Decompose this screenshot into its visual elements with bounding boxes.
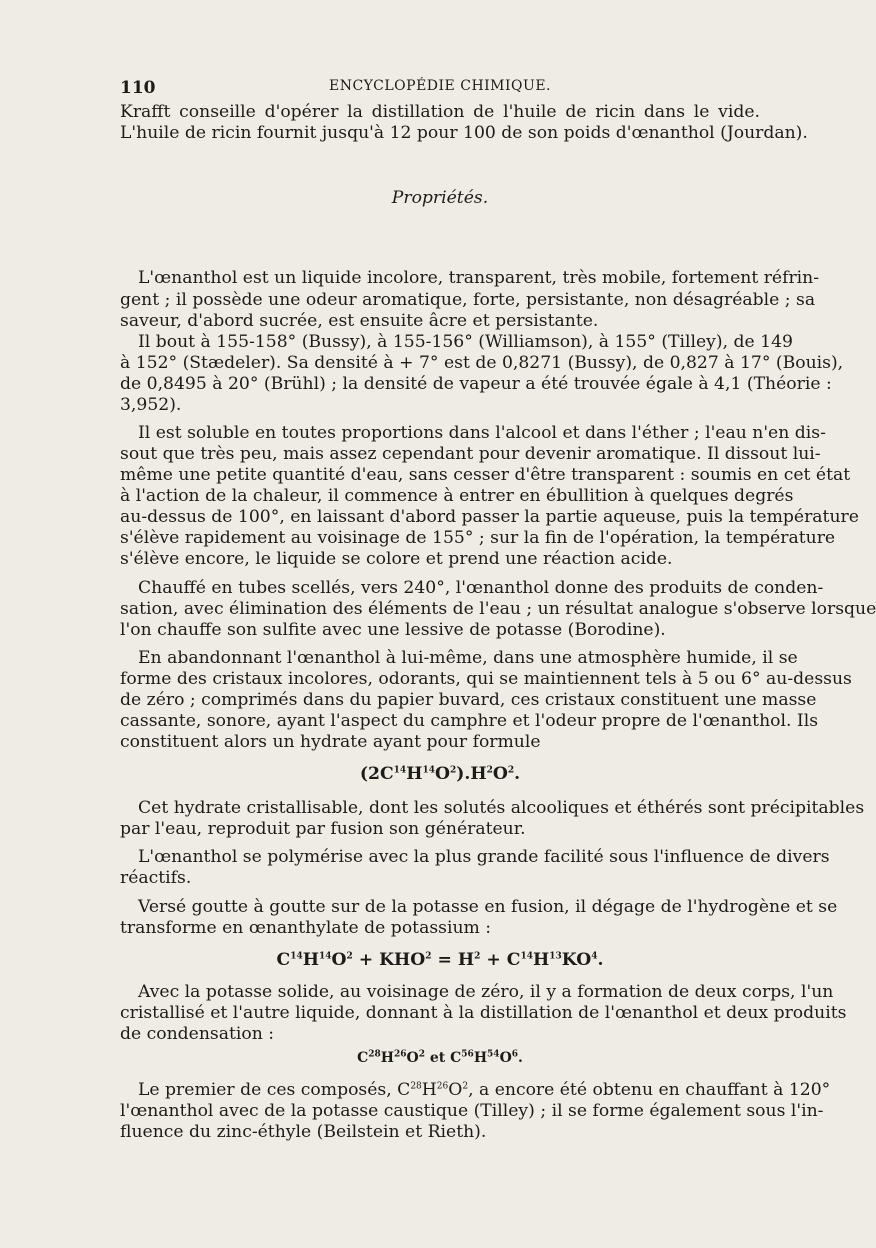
text-line: de 0,8495 à 20° (Brühl) ; la densité de vapeur a été trouvée égale à 4,1 (Théorie :	[120, 374, 832, 394]
text-fragment: Le premier de ces composés, C	[138, 1080, 411, 1100]
text-line: L'huile de ricin fournit jusqu'à 12 pour 100 de son poids d'œnanthol (Jourdan).	[120, 123, 808, 143]
formula-hydrate: $(2C^{14}H^{14}O^2).H^2O^2$.	[359, 764, 521, 784]
text-line: Le premier de ces composés, $C^{28}H^{26}O^2$, a encore été obtenu en chauffant à 120°	[138, 1080, 831, 1100]
text-line: s'élève encore, le liquide se colore et prend une réaction acide.	[120, 549, 673, 569]
text-line: forme des cristaux incolores, odorants, qui se maintiennent tels à 5 ou 6° au-dessus	[120, 669, 852, 689]
text-line: L'œnanthol est un liquide incolore, transparent, très mobile, fortement réfrin-	[138, 268, 820, 288]
text-line: Il bout à 155-158° (Bussy), à 155-156° (Williamson), à 155° (Tilley), de 149	[138, 332, 793, 352]
text-line: Chauffé en tubes scellés, vers 240°, l'œnanthol donne des produits de conden-	[138, 578, 824, 598]
text-line: à l'action de la chaleur, il commence à entrer en ébullition à quelques degrés	[120, 486, 794, 506]
text-line: L'œnanthol se polymérise avec la plus grande facilité sous l'influence de divers	[138, 847, 830, 867]
text-line: à 152° (Stædeler). Sa densité à + 7° est de 0,8271 (Bussy), de 0,827 à 17° (Bouis),	[120, 353, 844, 373]
text-line: gent ; il possède une odeur aromatique, forte, persistante, non désagréable ; sa	[120, 290, 816, 310]
text-fragment: , a encore été obtenu en chauffant à 120°	[468, 1080, 831, 1100]
text-line: fluence du zinc-éthyle (Beilstein et Rieth).	[120, 1122, 487, 1142]
formula-products: $C^{28}H^{26}O^2$ et $C^{56}H^{54}O^6$.	[357, 1049, 523, 1066]
text-line: par l'eau, reproduit par fusion son générateur.	[120, 819, 526, 839]
page-number: 110	[120, 78, 156, 98]
text-line: s'élève rapidement au voisinage de 155° ; sur la fin de l'opération, la température	[120, 528, 836, 548]
text-line: l'œnanthol avec de la potasse caustique (Tilley) ; il se forme également sous l'in-	[120, 1101, 824, 1121]
text-line: 3,952).	[120, 395, 182, 415]
text-line: de condensation :	[120, 1024, 275, 1044]
running-title: ENCYCLOPÉDIE CHIMIQUE.	[329, 78, 551, 94]
text-line: l'on chauffe son sulfite avec une lessive de potasse (Borodine).	[120, 620, 666, 640]
section-heading: Propriétés.	[391, 188, 489, 208]
text-line: sout que très peu, mais assez cependant pour devenir aromatique. Il dissout lui-	[120, 444, 821, 464]
text-line: constituent alors un hydrate ayant pour formule	[120, 732, 541, 752]
text-line: transforme en œnanthylate de potassium :	[120, 918, 492, 938]
text-line: Cet hydrate cristallisable, dont les solutés alcooliques et éthérés sont précipitables	[138, 798, 865, 818]
text-line: Krafft conseille d'opérer la distillation de l'huile de ricin dans le vide.	[120, 102, 760, 122]
text-line: de zéro ; comprimés dans du papier buvard, ces cristaux constituent une masse	[120, 690, 817, 710]
text-line: même une petite quantité d'eau, sans cesser d'être transparent : soumis en cet état	[120, 465, 851, 485]
text-line: En abandonnant l'œnanthol à lui-même, dans une atmosphère humide, il se	[138, 648, 798, 668]
text-line: Versé goutte à goutte sur de la potasse en fusion, il dégage de l'hydrogène et se	[138, 897, 838, 917]
text-line: saveur, d'abord sucrée, est ensuite âcre et persistante.	[120, 311, 599, 331]
text-line: Il est soluble en toutes proportions dans l'alcool et dans l'éther ; l'eau n'en dis-	[138, 423, 826, 443]
text-line: réactifs.	[120, 868, 192, 888]
text-line: au-dessus de 100°, en laissant d'abord passer la partie aqueuse, puis la température	[120, 507, 859, 527]
text-line: cristallisé et l'autre liquide, donnant à la distillation de l'œnanthol et deux produits	[120, 1003, 847, 1023]
formula-reaction: $C^{14}H^{14}O^2 + KHO^2 = H^2 + C^{14}H^{13}KO^4$.	[276, 950, 604, 970]
text-line: cassante, sonore, ayant l'aspect du camphre et l'odeur propre de l'œnanthol. Ils	[120, 711, 819, 731]
text-line: sation, avec élimination des éléments de l'eau ; un résultat analogue s'observe lorsque	[120, 599, 876, 619]
running-head	[120, 78, 760, 102]
text-line: Avec la potasse solide, au voisinage de zéro, il y a formation de deux corps, l'un	[138, 982, 834, 1002]
conjunction: et	[429, 1050, 446, 1066]
